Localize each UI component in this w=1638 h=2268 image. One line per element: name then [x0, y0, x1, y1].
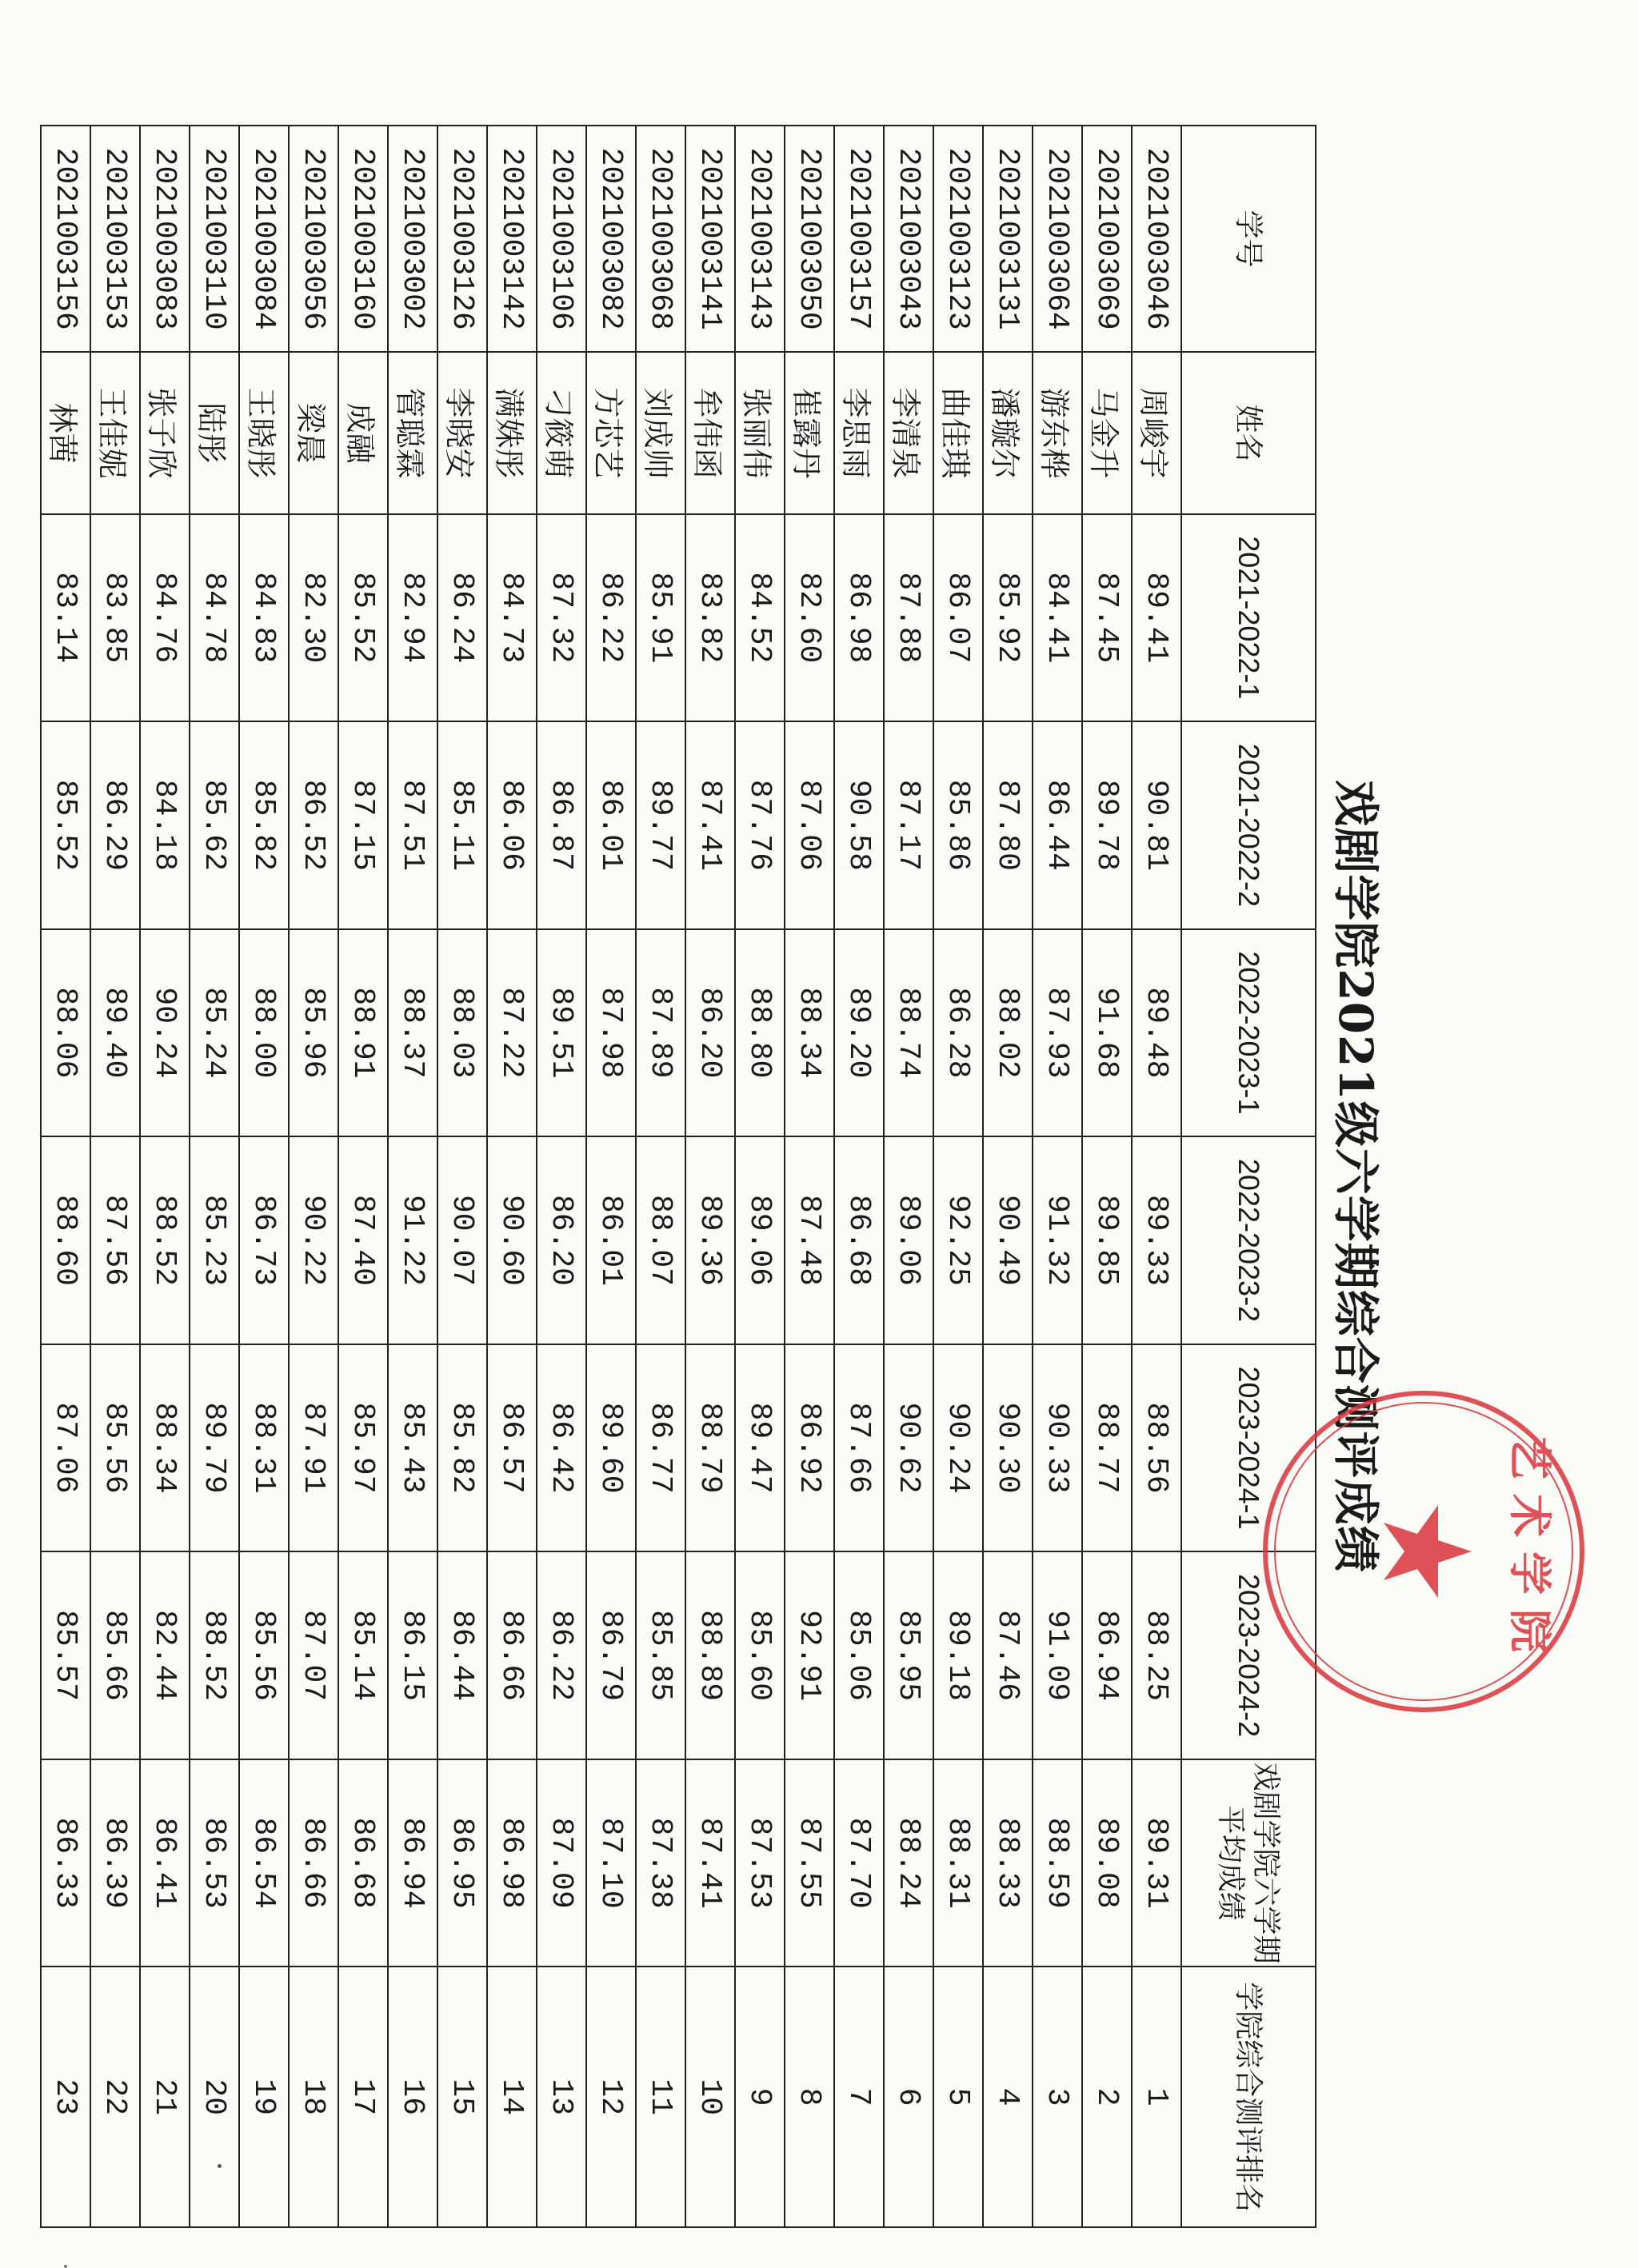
score-cell: 90.60	[487, 1136, 537, 1344]
score-cell: 91.09	[1033, 1551, 1082, 1759]
score-cell: 86.06	[487, 721, 537, 929]
table-row	[586, 126, 636, 2227]
student-id-cell: 2021003157	[834, 126, 884, 352]
student-id-cell: 2021003110	[190, 126, 239, 352]
score-cell: 87.91	[289, 1344, 338, 1552]
rank-cell: 14	[487, 1967, 537, 2227]
score-cell: 85.43	[388, 1344, 437, 1552]
score-cell: 87.48	[785, 1136, 834, 1344]
score-cell: 86.44	[1033, 721, 1082, 929]
score-cell: 90.33	[1033, 1344, 1082, 1552]
score-cell: 88.60	[41, 1136, 90, 1344]
rank-cell: 11	[636, 1967, 685, 2227]
score-cell: 89.41	[1132, 514, 1181, 722]
average-cell: 87.38	[636, 1759, 685, 1967]
score-cell: 86.22	[537, 1551, 586, 1759]
table-row	[41, 126, 90, 2227]
table-row	[289, 126, 338, 2227]
rank-cell: 5	[933, 1967, 983, 2227]
score-cell: 90.22	[289, 1136, 338, 1344]
score-cell: 89.06	[735, 1136, 785, 1344]
score-cell: 82.60	[785, 514, 834, 722]
name-cell: 牟伟函	[685, 352, 735, 513]
student-id-cell: 2021003056	[289, 126, 338, 352]
name-cell: 李思雨	[834, 352, 884, 513]
score-cell: 85.06	[834, 1551, 884, 1759]
score-cell: 88.79	[685, 1344, 735, 1552]
average-cell: 87.55	[785, 1759, 834, 1967]
average-cell: 86.53	[190, 1759, 239, 1967]
score-cell: 88.06	[41, 929, 90, 1137]
score-cell: 85.56	[90, 1344, 140, 1552]
rank-cell: 1	[1132, 1967, 1181, 2227]
name-cell: 陆彤	[190, 352, 239, 513]
name-cell: 曲佳琪	[933, 352, 983, 513]
score-cell: 91.32	[1033, 1136, 1082, 1344]
header-student-id: 学号	[1181, 126, 1316, 352]
score-cell: 85.62	[190, 721, 239, 929]
student-id-cell: 2021003069	[1082, 126, 1132, 352]
average-cell: 87.10	[586, 1759, 636, 1967]
score-cell: 83.85	[90, 514, 140, 722]
score-cell: 87.80	[983, 721, 1033, 929]
score-cell: 86.87	[537, 721, 586, 929]
average-cell: 86.39	[90, 1759, 140, 1967]
score-cell: 83.82	[685, 514, 735, 722]
student-id-cell: 2021003043	[884, 126, 933, 352]
rank-cell: 3	[1033, 1967, 1082, 2227]
student-id-cell: 2021003084	[239, 126, 289, 352]
score-sheet	[45, 125, 1396, 2228]
average-cell: 87.70	[834, 1759, 884, 1967]
header-term: 2023-2024-1	[1181, 1344, 1316, 1552]
score-cell: 88.91	[338, 929, 388, 1137]
score-cell: 88.34	[785, 929, 834, 1137]
score-cell: 88.52	[140, 1136, 190, 1344]
name-cell: 刁筱萌	[537, 352, 586, 513]
average-cell: 88.31	[933, 1759, 983, 1967]
table-row	[239, 126, 289, 2227]
score-cell: 86.24	[437, 514, 487, 722]
score-cell: 87.32	[537, 514, 586, 722]
average-cell: 87.41	[685, 1759, 735, 1967]
table-row	[388, 126, 437, 2227]
rank-cell: 8	[785, 1967, 834, 2227]
name-cell: 管聪霖	[388, 352, 437, 513]
score-cell: 88.80	[735, 929, 785, 1137]
score-cell: 85.85	[636, 1551, 685, 1759]
rank-cell: 13	[537, 1967, 586, 2227]
table-row	[140, 126, 190, 2227]
score-cell: 83.14	[41, 514, 90, 722]
name-cell: 李清泉	[884, 352, 933, 513]
table-row	[487, 126, 537, 2227]
score-cell: 85.24	[190, 929, 239, 1137]
score-cell: 87.06	[41, 1344, 90, 1552]
score-cell: 89.79	[190, 1344, 239, 1552]
table-row	[190, 126, 239, 2227]
score-cell: 85.66	[90, 1551, 140, 1759]
student-id-cell: 2021003141	[685, 126, 735, 352]
score-cell: 87.46	[983, 1551, 1033, 1759]
score-cell: 92.25	[933, 1136, 983, 1344]
score-cell: 88.07	[636, 1136, 685, 1344]
score-cell: 86.73	[239, 1136, 289, 1344]
average-cell: 86.66	[289, 1759, 338, 1967]
header-rank: 学院综合测评排名	[1181, 1967, 1316, 2227]
table-row	[338, 126, 388, 2227]
name-cell: 刘成帅	[636, 352, 685, 513]
student-id-cell: 2021003064	[1033, 126, 1082, 352]
score-cell: 85.82	[437, 1344, 487, 1552]
score-cell: 87.41	[685, 721, 735, 929]
score-cell: 84.78	[190, 514, 239, 722]
score-cell: 87.07	[289, 1551, 338, 1759]
score-cell: 85.91	[636, 514, 685, 722]
average-cell: 89.31	[1132, 1759, 1181, 1967]
rank-cell: 4	[983, 1967, 1033, 2227]
rank-cell: 20	[190, 1967, 239, 2227]
score-cell: 88.52	[190, 1551, 239, 1759]
average-cell: 86.98	[487, 1759, 537, 1967]
name-cell: 马金升	[1082, 352, 1132, 513]
student-id-cell: 2021003083	[140, 126, 190, 352]
score-cell: 88.37	[388, 929, 437, 1137]
score-cell: 86.42	[537, 1344, 586, 1552]
score-cell: 87.45	[1082, 514, 1132, 722]
table-row	[1132, 126, 1181, 2227]
average-cell: 88.59	[1033, 1759, 1082, 1967]
scan-speck	[64, 2265, 67, 2268]
score-cell: 89.33	[1132, 1136, 1181, 1344]
table-row	[636, 126, 685, 2227]
score-cell: 89.40	[90, 929, 140, 1137]
score-cell: 86.57	[487, 1344, 537, 1552]
score-cell: 82.30	[289, 514, 338, 722]
score-cell: 88.03	[437, 929, 487, 1137]
document-title: 戏剧学院2021级六学期综合测评成绩	[1328, 780, 1383, 1573]
rank-cell: 18	[289, 1967, 338, 2227]
name-cell: 王晓彤	[239, 352, 289, 513]
score-cell: 90.81	[1132, 721, 1181, 929]
score-cell: 87.88	[884, 514, 933, 722]
header-term: 2021-2022-1	[1181, 514, 1316, 722]
score-cell: 90.07	[437, 1136, 487, 1344]
score-cell: 85.82	[239, 721, 289, 929]
score-cell: 89.48	[1132, 929, 1181, 1137]
score-cell: 89.47	[735, 1344, 785, 1552]
score-cell: 86.28	[933, 929, 983, 1137]
table-row	[90, 126, 140, 2227]
score-cell: 85.57	[41, 1551, 90, 1759]
score-cell: 86.92	[785, 1344, 834, 1552]
score-cell: 91.68	[1082, 929, 1132, 1137]
score-cell: 84.18	[140, 721, 190, 929]
score-cell: 87.76	[735, 721, 785, 929]
student-id-cell: 2021003082	[586, 126, 636, 352]
table-row	[735, 126, 785, 2227]
score-cell: 87.40	[338, 1136, 388, 1344]
score-cell: 87.56	[90, 1136, 140, 1344]
average-cell: 86.33	[41, 1759, 90, 1967]
rank-cell: 15	[437, 1967, 487, 2227]
average-cell: 87.53	[735, 1759, 785, 1967]
score-cell: 89.77	[636, 721, 685, 929]
score-cell: 88.89	[685, 1551, 735, 1759]
score-cell: 89.18	[933, 1551, 983, 1759]
table-row	[1033, 126, 1082, 2227]
name-cell: 张丽伟	[735, 352, 785, 513]
student-id-cell: 2021003142	[487, 126, 537, 352]
name-cell: 周峻宇	[1132, 352, 1181, 513]
name-cell: 方芯艺	[586, 352, 636, 513]
score-cell: 89.06	[884, 1136, 933, 1344]
score-cell: 88.00	[239, 929, 289, 1137]
score-cell: 87.17	[884, 721, 933, 929]
table-row	[537, 126, 586, 2227]
score-cell: 89.78	[1082, 721, 1132, 929]
rank-cell: 22	[90, 1967, 140, 2227]
score-cell: 86.98	[834, 514, 884, 722]
score-cell: 89.51	[537, 929, 586, 1137]
average-cell: 89.08	[1082, 1759, 1132, 1967]
score-cell: 84.76	[140, 514, 190, 722]
score-cell: 84.52	[735, 514, 785, 722]
header-average: 戏剧学院六学期平均成绩	[1181, 1759, 1316, 1967]
seal-text: 艺术学院	[1504, 1436, 1556, 1667]
score-cell: 85.56	[239, 1551, 289, 1759]
score-cell: 85.60	[735, 1551, 785, 1759]
score-cell: 86.01	[586, 1136, 636, 1344]
rank-cell: 2	[1082, 1967, 1132, 2227]
score-cell: 88.77	[1082, 1344, 1132, 1552]
average-cell: 88.33	[983, 1759, 1033, 1967]
name-cell: 王佳妮	[90, 352, 140, 513]
score-cell: 86.29	[90, 721, 140, 929]
average-cell: 86.41	[140, 1759, 190, 1967]
score-cell: 87.51	[388, 721, 437, 929]
score-cell: 85.95	[884, 1551, 933, 1759]
rank-cell: 7	[834, 1967, 884, 2227]
header-term: 2021-2022-2	[1181, 721, 1316, 929]
table-row	[685, 126, 735, 2227]
student-id-cell: 2021003156	[41, 126, 90, 352]
score-cell: 84.41	[1033, 514, 1082, 722]
score-cell: 88.31	[239, 1344, 289, 1552]
name-cell: 潘璇尔	[983, 352, 1033, 513]
score-cell: 88.34	[140, 1344, 190, 1552]
rank-cell: 9	[735, 1967, 785, 2227]
student-id-cell: 2021003050	[785, 126, 834, 352]
score-cell: 86.20	[685, 929, 735, 1137]
rank-cell: 16	[388, 1967, 437, 2227]
score-cell: 89.60	[586, 1344, 636, 1552]
rank-cell: 10	[685, 1967, 735, 2227]
score-cell: 85.14	[338, 1551, 388, 1759]
average-cell: 87.09	[537, 1759, 586, 1967]
score-cell: 87.89	[636, 929, 685, 1137]
score-cell: 87.98	[586, 929, 636, 1137]
table-row	[785, 126, 834, 2227]
score-cell: 82.94	[388, 514, 437, 722]
score-cell: 87.06	[785, 721, 834, 929]
score-cell: 85.23	[190, 1136, 239, 1344]
name-cell: 游东桦	[1033, 352, 1082, 513]
rank-cell: 17	[338, 1967, 388, 2227]
score-cell: 87.22	[487, 929, 537, 1137]
score-cell: 86.52	[289, 721, 338, 929]
score-cell: 86.44	[437, 1551, 487, 1759]
score-cell: 85.52	[338, 514, 388, 722]
score-cell: 85.92	[983, 514, 1033, 722]
score-cell: 86.07	[933, 514, 983, 722]
score-cell: 86.77	[636, 1344, 685, 1552]
student-id-cell: 2021003160	[338, 126, 388, 352]
header-row	[1181, 126, 1316, 2227]
score-cell: 90.58	[834, 721, 884, 929]
score-cell: 88.74	[884, 929, 933, 1137]
student-id-cell: 2021003046	[1132, 126, 1181, 352]
rank-cell: 12	[586, 1967, 636, 2227]
rank-cell: 23	[41, 1967, 90, 2227]
average-cell: 88.24	[884, 1759, 933, 1967]
score-cell: 89.36	[685, 1136, 735, 1344]
seal-star-icon	[1384, 1505, 1472, 1598]
average-cell: 86.94	[388, 1759, 437, 1967]
table-row	[1082, 126, 1132, 2227]
student-id-cell: 2021003106	[537, 126, 586, 352]
student-id-cell: 2021003002	[388, 126, 437, 352]
score-table	[40, 125, 1316, 2228]
score-cell: 87.15	[338, 721, 388, 929]
table-row	[983, 126, 1033, 2227]
name-cell: 张子欣	[140, 352, 190, 513]
score-cell: 90.49	[983, 1136, 1033, 1344]
score-cell: 88.56	[1132, 1344, 1181, 1552]
score-cell: 88.25	[1132, 1551, 1181, 1759]
score-cell: 86.15	[388, 1551, 437, 1759]
average-cell: 86.95	[437, 1759, 487, 1967]
score-cell: 86.66	[487, 1551, 537, 1759]
header-term: 2022-2023-1	[1181, 929, 1316, 1137]
score-cell: 85.52	[41, 721, 90, 929]
score-cell: 92.91	[785, 1551, 834, 1759]
score-cell: 84.83	[239, 514, 289, 722]
name-cell: 崔露丹	[785, 352, 834, 513]
table-row	[437, 126, 487, 2227]
score-cell: 86.01	[586, 721, 636, 929]
name-cell: 满姝彤	[487, 352, 537, 513]
header-term: 2023-2024-2	[1181, 1551, 1316, 1759]
score-cell: 90.24	[140, 929, 190, 1137]
name-cell: 李晓安	[437, 352, 487, 513]
score-cell: 90.62	[884, 1344, 933, 1552]
rank-cell: 6	[884, 1967, 933, 2227]
score-cell: 90.24	[933, 1344, 983, 1552]
score-cell: 86.20	[537, 1136, 586, 1344]
header-name: 姓名	[1181, 352, 1316, 513]
score-cell: 82.44	[140, 1551, 190, 1759]
score-cell: 86.79	[586, 1551, 636, 1759]
name-cell: 林茜	[41, 352, 90, 513]
score-cell: 90.30	[983, 1344, 1033, 1552]
score-cell: 84.73	[487, 514, 537, 722]
rank-cell: 21	[140, 1967, 190, 2227]
score-cell: 85.86	[933, 721, 983, 929]
table-row	[884, 126, 933, 2227]
name-cell: 成融	[338, 352, 388, 513]
score-cell: 86.94	[1082, 1551, 1132, 1759]
score-cell: 89.20	[834, 929, 884, 1137]
score-cell: 86.22	[586, 514, 636, 722]
score-cell: 85.11	[437, 721, 487, 929]
score-cell: 85.96	[289, 929, 338, 1137]
rank-cell: 19	[239, 1967, 289, 2227]
average-cell: 86.68	[338, 1759, 388, 1967]
student-id-cell: 2021003143	[735, 126, 785, 352]
score-cell: 85.97	[338, 1344, 388, 1552]
header-term: 2022-2023-2	[1181, 1136, 1316, 1344]
student-id-cell: 2021003126	[437, 126, 487, 352]
score-cell: 91.22	[388, 1136, 437, 1344]
score-cell: 88.02	[983, 929, 1033, 1137]
student-id-cell: 2021003123	[933, 126, 983, 352]
student-id-cell: 2021003068	[636, 126, 685, 352]
score-cell: 87.93	[1033, 929, 1082, 1137]
average-cell: 86.54	[239, 1759, 289, 1967]
score-cell: 87.66	[834, 1344, 884, 1552]
table-row	[834, 126, 884, 2227]
student-id-cell: 2021003131	[983, 126, 1033, 352]
score-cell: 86.68	[834, 1136, 884, 1344]
score-cell: 89.85	[1082, 1136, 1132, 1344]
name-cell: 梁晨	[289, 352, 338, 513]
table-row	[933, 126, 983, 2227]
student-id-cell: 2021003153	[90, 126, 140, 352]
